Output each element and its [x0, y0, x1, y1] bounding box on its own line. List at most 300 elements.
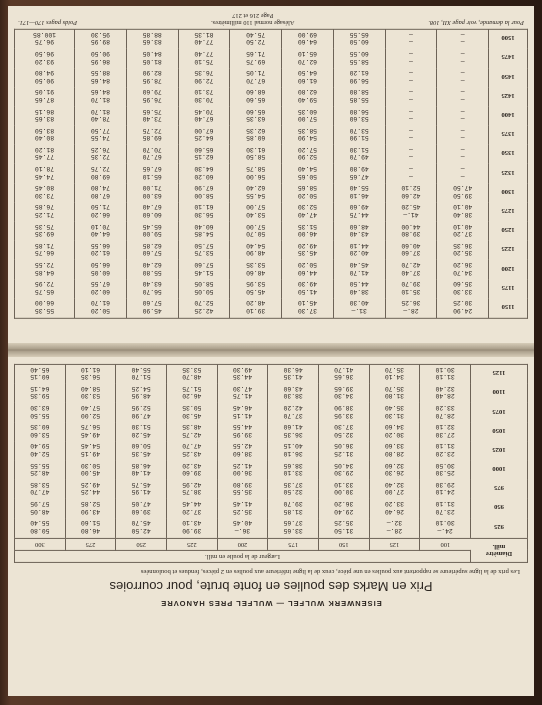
price-one-piece: 46.20 [182, 392, 202, 400]
price-cell [385, 30, 437, 50]
price-one-piece: 72.50 [246, 38, 266, 46]
price-two-piece: 48.60 [349, 222, 369, 230]
price-one-piece: 48.60 [246, 268, 266, 276]
price-two-piece: 71.00 [142, 184, 162, 192]
price-one-piece: 64.60 [297, 38, 318, 46]
width-label: Largeur de la poulie en mill. [15, 550, 471, 562]
price-cell [385, 164, 437, 183]
price-two-piece: 42.20 [283, 403, 303, 411]
price-cell [333, 30, 385, 50]
table-row [15, 203, 528, 222]
price-cell [167, 403, 218, 422]
price-two-piece: 39.65 [334, 384, 354, 392]
price-cell [268, 480, 319, 499]
diameter-cell: 1475 [501, 53, 515, 61]
price-cell [15, 480, 66, 499]
price-two-piece: 44.00 [401, 222, 421, 230]
price-cell [126, 126, 178, 145]
price-one-piece: 37.20 [453, 230, 473, 238]
price-two-piece: 41.70 [334, 365, 354, 373]
price-cell [282, 88, 334, 107]
price-two-piece: — [460, 88, 465, 96]
price-one-piece: 31.30 [384, 411, 405, 419]
price-two-piece: 64.15 [30, 384, 50, 392]
diameter-header [470, 538, 527, 562]
price-cell [65, 480, 116, 499]
price-cell [217, 384, 268, 403]
price-two-piece: 76.25 [90, 145, 111, 153]
price-cell [230, 279, 282, 298]
price-one-piece: 25.30 [435, 469, 455, 477]
price-one-piece: 45.90 [142, 306, 162, 314]
price-one-piece: 41.50 [297, 287, 318, 295]
price-one-piece: 59.00 [142, 230, 162, 238]
price-one-piece: 55.80 [142, 268, 162, 276]
price-two-piece: 30.25 [453, 299, 473, 307]
price-one-piece: 81.05 [142, 57, 162, 65]
price-two-piece: 70.10 [90, 222, 111, 230]
price-two-piece: 67.55 [90, 280, 111, 288]
price-cell [167, 384, 218, 403]
price-cell [75, 260, 127, 279]
price-two-piece: 95.30 [90, 30, 111, 38]
price-two-piece: 61.70 [90, 299, 111, 307]
diameter-cell: 1200 [501, 264, 515, 272]
price-two-piece: 39.70 [283, 499, 303, 507]
price-two-piece: 31.10 [435, 499, 455, 507]
price-two-piece: 37.65 [283, 519, 303, 527]
price-two-piece: 35.60 [453, 280, 473, 288]
price-one-piece: 73.30 [34, 191, 55, 199]
price-two-piece: 34.05 [334, 461, 354, 469]
price-one-piece: 31.— [351, 306, 367, 314]
price-two-piece: 55.40 [349, 184, 369, 192]
price-one-piece: 26.30 [384, 469, 405, 477]
price-one-piece: 28.— [386, 526, 403, 534]
price-cell [230, 145, 282, 164]
price-two-piece: 40.15 [283, 442, 303, 450]
price-cell [282, 203, 334, 222]
price-two-piece: 84.65 [90, 88, 111, 96]
top-page [14, 12, 528, 340]
price-cell [15, 203, 75, 222]
price-two-piece: 74.80 [90, 184, 111, 192]
diameter-cell: 1000 [492, 465, 506, 473]
price-one-piece: 42.60 [401, 191, 421, 199]
price-cell [15, 519, 66, 539]
price-cell [437, 49, 489, 68]
price-cell [217, 519, 268, 539]
price-cell [15, 184, 75, 203]
price-one-piece: 43.40 [349, 230, 369, 238]
table-row [15, 68, 528, 87]
price-cell [116, 384, 167, 403]
price-two-piece: 57.00 [246, 203, 266, 211]
price-one-piece: 67.40 [194, 114, 214, 122]
diameter-label: Diamètre [485, 550, 513, 558]
table-row [15, 423, 528, 442]
price-two-piece: — [460, 49, 465, 57]
width-header-cell: 150 [318, 538, 369, 550]
price-two-piece: 36.25 [401, 299, 421, 307]
price-one-piece: — [409, 57, 413, 65]
price-two-piece: 40.60 [401, 241, 421, 249]
price-one-piece: 35.25 [232, 507, 253, 515]
price-one-piece: 64.25 [194, 134, 214, 142]
price-cell [126, 30, 178, 50]
price-two-piece: 49.20 [297, 241, 318, 249]
footer-mid-1: Alésage normal 110 millimètres. [210, 19, 295, 26]
price-two-piece: 53.85 [30, 480, 50, 488]
price-two-piece: 54.25 [131, 384, 151, 392]
price-two-piece: 54.45 [80, 442, 101, 450]
price-cell [230, 68, 282, 87]
price-one-piece: 61.20 [90, 249, 111, 257]
price-two-piece: 50.60 [131, 442, 151, 450]
price-two-piece: 57.95 [30, 499, 50, 507]
price-one-piece: 52.40 [30, 449, 50, 457]
price-cell [126, 222, 178, 241]
price-one-piece: 60.15 [30, 373, 50, 381]
price-two-piece: 83.50 [34, 126, 55, 134]
width-header-cell: 125 [369, 538, 420, 550]
price-one-piece: 38.60 [232, 449, 253, 457]
price-one-piece: 36.10 [283, 449, 303, 457]
price-cell [65, 384, 116, 403]
price-one-piece: 49.70 [349, 153, 369, 161]
price-two-piece: 42.55 [232, 442, 253, 450]
price-one-piece: 34.70 [453, 268, 473, 276]
price-one-piece: 81.70 [90, 95, 111, 103]
price-cell [230, 241, 282, 260]
price-one-piece: 46.10 [349, 191, 369, 199]
price-two-piece: 36.05 [334, 442, 354, 450]
price-two-piece: 50.35 [182, 403, 202, 411]
price-one-piece: 56.35 [80, 373, 101, 381]
price-one-piece: 45.30 [182, 411, 202, 419]
table-row [15, 519, 528, 539]
price-one-piece: 83.65 [34, 114, 55, 122]
width-header-cell: 225 [167, 538, 218, 550]
price-one-piece: 30.00 [334, 488, 354, 496]
price-two-piece: — [409, 88, 413, 96]
price-two-piece: 72.75 [90, 164, 111, 172]
price-one-piece: 44.35 [232, 373, 253, 381]
diameter-cell: 925 [494, 522, 504, 530]
price-cell [385, 68, 437, 87]
price-one-piece: 38.75 [182, 488, 202, 496]
price-one-piece: 67.80 [90, 191, 111, 199]
price-one-piece: 31.50 [334, 526, 354, 534]
price-cell [15, 126, 75, 145]
price-cell [437, 222, 489, 241]
price-cell [318, 365, 369, 385]
price-cell [230, 88, 282, 107]
price-one-piece: 42.50 [131, 526, 151, 534]
price-one-piece: 39.10 [246, 306, 266, 314]
width-header-row [15, 538, 528, 550]
price-two-piece: 44.55 [232, 423, 253, 431]
price-cell [65, 499, 116, 518]
price-one-piece: 49.15 [80, 449, 101, 457]
price-cell [230, 184, 282, 203]
price-cell [282, 164, 334, 183]
price-two-piece: 66.50 [90, 260, 111, 268]
price-two-piece: 77.50 [90, 126, 111, 134]
price-cell [75, 279, 127, 298]
price-two-piece: 67.65 [142, 164, 162, 172]
price-one-piece: — [460, 76, 465, 84]
price-one-piece: 39.60 [182, 469, 202, 477]
price-two-piece: 30.10 [435, 365, 455, 373]
price-two-piece: 71.65 [246, 49, 266, 57]
price-one-piece: 83.65 [142, 38, 162, 46]
table-row [15, 442, 528, 461]
price-cell [420, 442, 471, 461]
top-footer [14, 12, 528, 26]
price-cell [282, 241, 334, 260]
price-two-piece: 41.25 [232, 461, 253, 469]
price-one-piece: 61.60 [297, 76, 318, 84]
price-two-piece: 45.10 [297, 299, 318, 307]
table-row [15, 279, 528, 298]
price-cell [116, 442, 167, 461]
price-one-piece: 50.20 [297, 191, 318, 199]
price-one-piece: 23.70 [435, 507, 455, 515]
diameter-cell: 1150 [501, 302, 515, 310]
price-cell [75, 203, 127, 222]
price-one-piece: 51.90 [349, 134, 369, 142]
bottom-price-table [14, 364, 528, 563]
price-one-piece: — [460, 172, 465, 180]
price-cell [126, 164, 178, 183]
price-cell [15, 164, 75, 183]
price-one-piece: 39.90 [182, 526, 202, 534]
header-group-row [15, 550, 528, 562]
price-one-piece: 60.60 [142, 210, 162, 218]
price-two-piece: 46.85 [131, 461, 151, 469]
price-cell [126, 107, 178, 126]
price-cell [167, 442, 218, 461]
price-two-piece: 42.70 [401, 260, 421, 268]
price-cell [75, 184, 127, 203]
price-two-piece: 41.60 [283, 423, 303, 431]
price-one-piece: 28.— [403, 306, 419, 314]
price-one-piece: 41.95 [131, 488, 151, 496]
price-two-piece: 61.30 [246, 145, 266, 153]
price-cell [268, 499, 319, 518]
price-cell [65, 461, 116, 480]
price-cell [369, 519, 420, 539]
price-two-piece: 65.10 [297, 49, 318, 57]
top-price-table [14, 29, 528, 319]
price-cell [420, 423, 471, 442]
width-header-cell: 200 [217, 538, 268, 550]
diameter-cell: 1050 [492, 426, 506, 434]
price-two-piece: 58.75 [246, 164, 266, 172]
table-row [15, 184, 528, 203]
price-two-piece: 58.05 [194, 280, 214, 288]
price-one-piece: 32.50 [334, 430, 354, 438]
width-header-cell: 275 [65, 538, 116, 550]
price-two-piece: 32.— [386, 519, 403, 527]
price-two-piece: 49.80 [349, 164, 369, 172]
price-cell [65, 423, 116, 442]
price-cell [385, 126, 437, 145]
price-one-piece: 56.00 [246, 172, 266, 180]
price-cell [178, 126, 230, 145]
price-cell [420, 403, 471, 422]
table-row [15, 49, 528, 68]
price-two-piece: 32.40 [384, 480, 405, 488]
price-one-piece: 34.30 [334, 392, 354, 400]
price-two-piece: 56.75 [80, 423, 101, 431]
price-cell [65, 365, 116, 385]
width-header-cell: 175 [268, 538, 319, 550]
price-cell [437, 260, 489, 279]
price-two-piece: 75.65 [142, 107, 162, 115]
price-two-piece: 84.05 [142, 49, 162, 57]
price-cell [15, 68, 75, 87]
price-two-piece: 60.40 [194, 222, 214, 230]
price-cell [116, 403, 167, 422]
price-one-piece: 57.00 [297, 114, 318, 122]
price-cell [230, 222, 282, 241]
price-one-piece: 90.50 [34, 76, 55, 84]
price-cell [178, 299, 230, 319]
book-gutter [8, 343, 534, 357]
price-cell [385, 222, 437, 241]
price-one-piece: 51.70 [131, 373, 151, 381]
price-two-piece: 50.20 [297, 260, 318, 268]
table-row [15, 126, 528, 145]
price-cell [437, 164, 489, 183]
price-two-piece: 64.30 [194, 164, 214, 172]
price-two-piece: 48.35 [182, 423, 202, 431]
price-two-piece: — [460, 126, 465, 134]
price-cell [318, 442, 369, 461]
price-two-piece: 90.50 [90, 49, 111, 57]
price-cell [333, 88, 385, 107]
price-two-piece: 37.30 [334, 423, 354, 431]
price-two-piece: 58.35 [297, 126, 318, 134]
price-one-piece: 74.55 [90, 134, 111, 142]
table-row [15, 384, 528, 403]
price-cell [75, 222, 127, 241]
price-one-piece: 39.60 [131, 507, 151, 515]
price-two-piece: 52.10 [401, 184, 421, 192]
price-cell [333, 68, 385, 87]
price-two-piece: 78.10 [34, 164, 55, 172]
price-one-piece: — [409, 38, 413, 46]
price-two-piece: 35.70 [384, 365, 405, 373]
price-cell [126, 279, 178, 298]
price-cell [65, 403, 116, 422]
price-two-piece: 44.45 [182, 499, 202, 507]
price-two-piece: — [409, 126, 413, 134]
price-one-piece: 72.90 [194, 76, 214, 84]
price-one-piece: 53.60 [30, 430, 50, 438]
price-two-piece: 67.40 [142, 203, 162, 211]
price-two-piece: — [460, 68, 465, 76]
price-two-piece: 30.50 [435, 461, 455, 469]
price-one-piece: 40.20 [349, 249, 369, 257]
price-two-piece: 56.80 [349, 107, 369, 115]
price-one-piece: 54.90 [297, 134, 318, 142]
price-one-piece: 60.20 [194, 172, 214, 180]
price-cell [217, 403, 268, 422]
table-row [15, 480, 528, 499]
price-one-piece: 37.20 [182, 507, 202, 515]
price-cell [369, 384, 420, 403]
price-one-piece: 69.75 [246, 57, 266, 65]
price-cell [333, 203, 385, 222]
bottom-page [14, 360, 528, 690]
price-two-piece: 59.40 [30, 442, 50, 450]
price-two-piece: 45.40 [349, 260, 369, 268]
price-cell [217, 423, 268, 442]
price-cell [167, 365, 218, 385]
price-two-piece: 58.65 [297, 184, 318, 192]
diameter-cell: 1350 [501, 149, 515, 157]
price-cell [15, 260, 75, 279]
diameter-cell: 1025 [492, 445, 506, 453]
table-row [15, 299, 528, 319]
price-two-piece: 82.90 [142, 68, 162, 76]
price-one-piece: 56.70 [142, 287, 162, 295]
price-cell [437, 30, 489, 50]
price-two-piece: 53.35 [182, 365, 202, 373]
price-two-piece: 52.30 [297, 203, 318, 211]
footer-left: Pour la demande, voir page XII, 108. [428, 19, 524, 26]
price-one-piece: 33.95 [334, 411, 354, 419]
price-two-piece: 81.20 [34, 145, 55, 153]
price-cell [437, 299, 489, 319]
price-two-piece: 52.95 [131, 403, 151, 411]
price-two-piece: 100.85 [33, 30, 57, 38]
price-two-piece: 79.60 [142, 88, 162, 96]
price-one-piece: 60.20 [90, 287, 111, 295]
price-one-piece: 35.55 [232, 488, 253, 496]
price-cell [15, 365, 66, 385]
price-cell [15, 145, 75, 164]
price-one-piece: 45.35 [131, 449, 151, 457]
price-one-piece: 36.— [234, 526, 251, 534]
price-two-piece: 43.10 [182, 519, 202, 527]
price-cell [15, 461, 66, 480]
price-one-piece: 84.65 [90, 76, 111, 84]
price-two-piece: 40.45 [232, 519, 253, 527]
price-two-piece: 33.20 [435, 403, 455, 411]
price-two-piece: 35.40 [384, 403, 405, 411]
price-cell [75, 145, 127, 164]
price-two-piece: 47.30 [232, 384, 253, 392]
price-one-piece: 37.30 [297, 306, 318, 314]
price-two-piece: 75.35 [34, 222, 55, 230]
price-two-piece: 38.65 [283, 461, 303, 469]
price-one-piece: 50.65 [297, 172, 318, 180]
price-cell [15, 499, 66, 518]
price-cell [437, 184, 489, 203]
price-cell [126, 88, 178, 107]
price-two-piece: — [460, 30, 465, 38]
price-cell [420, 499, 471, 518]
price-two-piece: 54.40 [297, 164, 318, 172]
price-cell [75, 49, 127, 68]
footer-mid-2: Page 216 et 217 [232, 12, 274, 19]
price-cell [116, 480, 167, 499]
price-two-piece: 51.60 [80, 519, 101, 527]
